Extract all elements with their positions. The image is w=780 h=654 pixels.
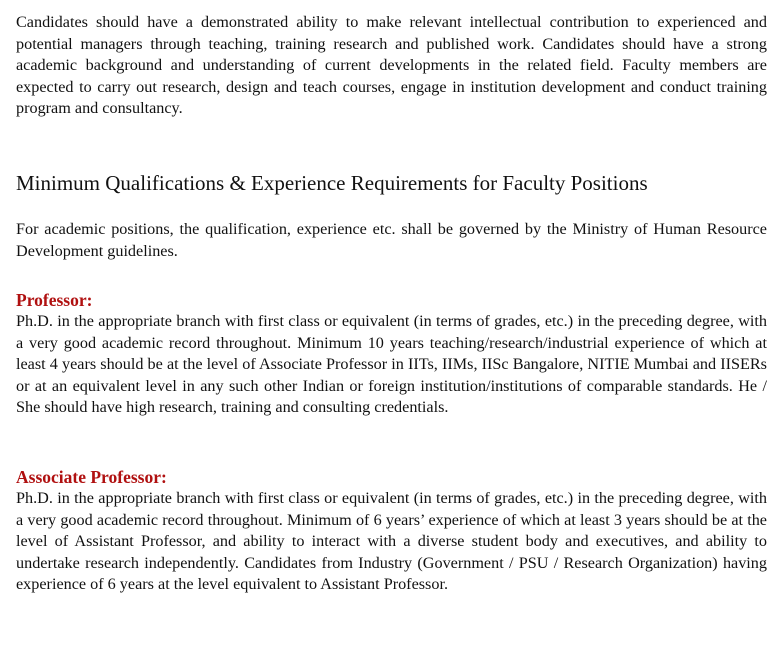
professor-title: Professor:	[16, 290, 93, 310]
associate-professor-requirements: Ph.D. in the appropriate branch with first class or equivalent (in terms of grades, etc.) in the preceding degree, with a very good academic record throughout. Minimum of 6 years’ experience of which at least 3 years should be at the level of Assistant Professor, and ability to interact with a diverse student body and executives, and ability to undertake research independently. Candidates from Industry (Government / PSU / Research Organization) having experience of 6 years at the level equivalent to Assistant Professor.	[16, 489, 767, 593]
academic-positions-paragraph: For academic positions, the qualification, experience etc. shall be governed by the Ministry of Human Resource Development guidelines.	[16, 220, 767, 260]
section-heading: Minimum Qualifications & Experience Requirements for Faculty Positions	[16, 171, 648, 195]
associate-professor-title: Associate Professor:	[16, 467, 167, 487]
professor-requirements: Ph.D. in the appropriate branch with first class or equivalent (in terms of grades, etc.) in the preceding degree, with a very good academic record throughout. Minimum 10 years teaching/research/industrial experience of which at least 4 years should be at the level of Associate Professor in IITs, IIMs, IISc Bangalore, NITIE Mumbai and IISERs or at an equivalent level in any such other Indian or foreign institution/institutions of comparable standards. He / She should have high research, training and consulting credentials.	[16, 312, 767, 416]
intro-paragraph: Candidates should have a demonstrated ability to make relevant intellectual contribution to experienced and potential managers through teaching, training research and published work. Candidates should have a strong academic background and understanding of current developments in the related field. Faculty members are expected to carry out research, design and teach courses, engage in institution development and conduct training program and consultancy.	[16, 13, 767, 117]
